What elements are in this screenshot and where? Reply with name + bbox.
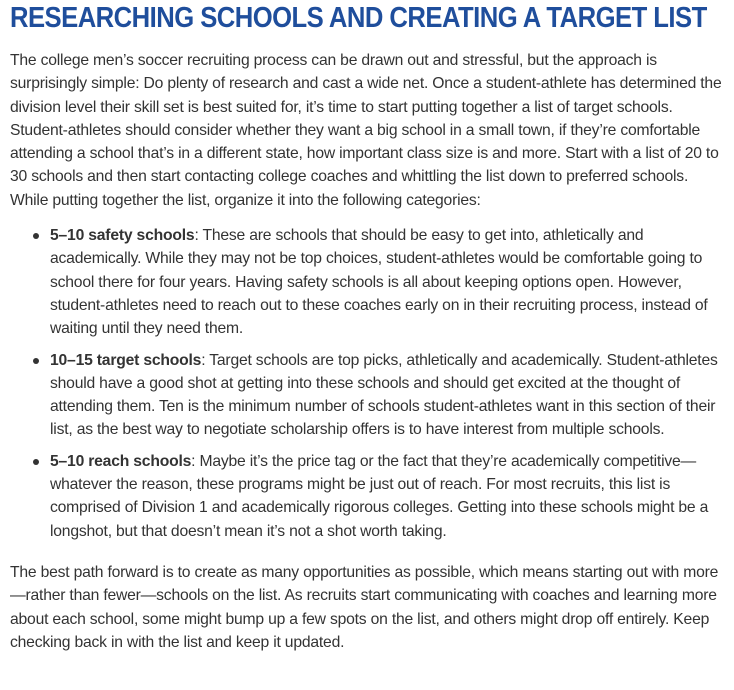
intro-paragraph: The college men’s soccer recruiting process can be drawn out and stressful, but the approach is surprisingly simple: Do plenty of research and cast a wide net. Once a student-athlete has determined the division level their skill set is best suited for, it’s time to start putting together a list of target schools. Student-athletes should consider whether they want a big school in a small town, if they’re comfortable attending a school that’s in a different state, how important class size is and more. Start with a list of 20 to 30 schools and then start contacting college coaches and whittling the list down to preferred schools. While putting together the list, organize it into the following categories:	[10, 52, 722, 209]
category-list	[10, 224, 724, 543]
bullet-icon	[33, 358, 39, 364]
bullet-icon	[33, 459, 39, 465]
list-item-reach-schools	[10, 450, 724, 543]
item-text: : These are schools that should be easy to get into, athletically and academically. While they may not be top choices, student-athletes would be comfortable going to school there for four years. Having safety schools is all about keeping options open. However, student-athletes need to reach out to these coaches early on in their recruiting process, instead of waiting until they need them.	[50, 227, 708, 338]
item-title: 10–15 target schools	[50, 351, 202, 369]
bullet-icon	[33, 233, 39, 239]
item-title: 5–10 safety schools	[50, 227, 195, 245]
list-item-target-schools	[10, 349, 724, 442]
item-title: 5–10 reach schools	[50, 452, 192, 470]
list-item-safety-schools	[10, 224, 724, 340]
item-text: : Target schools are top picks, athletically and academically. Student-athletes should have a good shot at getting into these schools and should get excited at the thought of attending them. Ten is the minimum number of schools student-athletes want in this section of their list, as the best way to negotiate scholarship offers is to have interest from multiple schools.	[50, 351, 718, 439]
item-text: : Maybe it’s the price tag or the fact that they’re academically competitive—whatever the reason, these programs might be just out of reach. For most recruits, this list is comprised of Division 1 and academically rigorous colleges. Getting into these schools might be a longshot, but that doesn’t mean it’s not a shot worth taking.	[50, 452, 709, 540]
closing-paragraph: The best path forward is to create as many opportunities as possible, which means starting out with more—rather than fewer—schools on the list. As recruits start communicating with coaches and learning more about each school, some might bump up a few spots on the list, and others might drop off entirely. Keep checking back in with the list and keep it updated.	[10, 563, 719, 651]
article-heading: RESEARCHING SCHOOLS AND CREATING A TARGET LIST	[10, 2, 707, 34]
